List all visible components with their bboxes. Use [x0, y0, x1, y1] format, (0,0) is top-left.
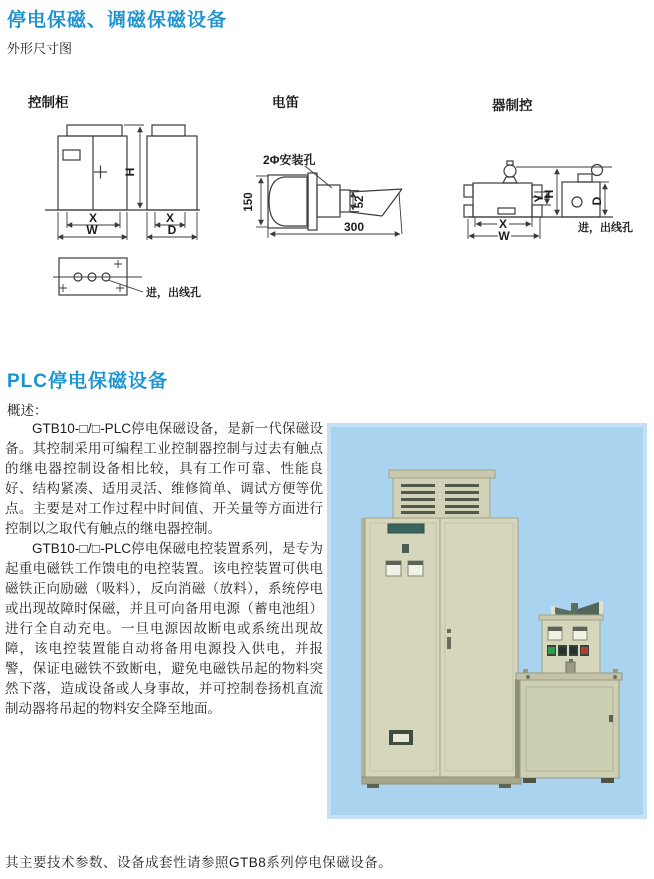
cabinet-dim-h: H: [123, 167, 137, 177]
photo-large-cabinet: [361, 470, 521, 788]
controller-holes-label: 进，出线孔: [578, 222, 633, 234]
cabinet-holes-label: 进，出线孔: [146, 287, 201, 299]
body-text: [5, 419, 323, 719]
cabinet-diagram-title: 控制柜: [28, 95, 69, 110]
cabinet-dim-w: W: [86, 223, 98, 237]
product-photo: [327, 423, 647, 819]
controller-dim-d: D: [590, 196, 604, 206]
horn-dim-height: 150: [243, 192, 255, 212]
horn-mount-holes-label: 2Φ安装孔: [263, 153, 316, 167]
footer-note: 其主要技术参数、设备成套性请参照GTB8系列停电保磁设备。: [5, 855, 393, 870]
cabinet-dim-d: D: [167, 223, 177, 237]
page-title: 停电保磁、调磁保磁设备: [7, 10, 228, 31]
controller-diagram: [464, 97, 633, 243]
cabinet-dim-x: X: [88, 211, 98, 225]
photo-door-handle: [609, 715, 613, 722]
cabinet-dim-x2: X: [165, 211, 175, 225]
photo-lower-box: [515, 669, 622, 783]
controller-dim-y: Y: [532, 194, 546, 203]
overview-label: 概述：: [7, 403, 48, 418]
controller-dim-w: W: [498, 229, 510, 243]
horn-dim-length: 300: [343, 220, 365, 234]
horn-dim-throat: 52: [354, 195, 366, 209]
photo-door-handle: [447, 637, 451, 649]
controller-dim-h: H: [542, 189, 556, 199]
dimension-diagrams: [0, 80, 654, 355]
controller-dim-x: X: [498, 217, 508, 231]
paragraph-1: GTB10-□/□-PLC停电保磁设备，是新一代保磁设备。其控制采用可编程工业控制器控制与过去有触点的继电器控制设备相比较，具有工作可靠、性能良好、结构紧凑、适用灵活、维修简单、调试方便等优点。主要是对工作过程中时间值、开关量等方面进行控制以之取代有触点的继电器控制。: [5, 421, 323, 536]
section-title: PLC停电保磁设备: [7, 371, 169, 392]
paragraph-2: GTB10-□/□-PLC停电保磁电控装置系列，是专为起重电磁铁工作馈电的电控装置。该电控装置可供电磁铁正向励磁（吸料），反向消磁（放料），系统停电或出现故障时保磁，并且可向备用电源（蓄电池组）进行全自动充电。一旦电源因故断电或系统出现故障，该电控装置能自动将备用电源投入供电，并报警，保证电磁铁不致断电，避免电磁铁吊起的物料突然下落，造成设备或人身事故，并可控制卷扬机直流制动器将吊起的物料安全降至地面。: [5, 541, 323, 716]
cabinet-diagram: [28, 94, 201, 299]
controller-diagram-title: 器制控: [492, 98, 533, 113]
horn-diagram-title: 电笛: [272, 95, 299, 110]
horn-diagram: [243, 94, 402, 238]
photo-nameplate: [388, 524, 424, 533]
dimension-figure-caption: 外形尺寸图: [7, 41, 73, 56]
